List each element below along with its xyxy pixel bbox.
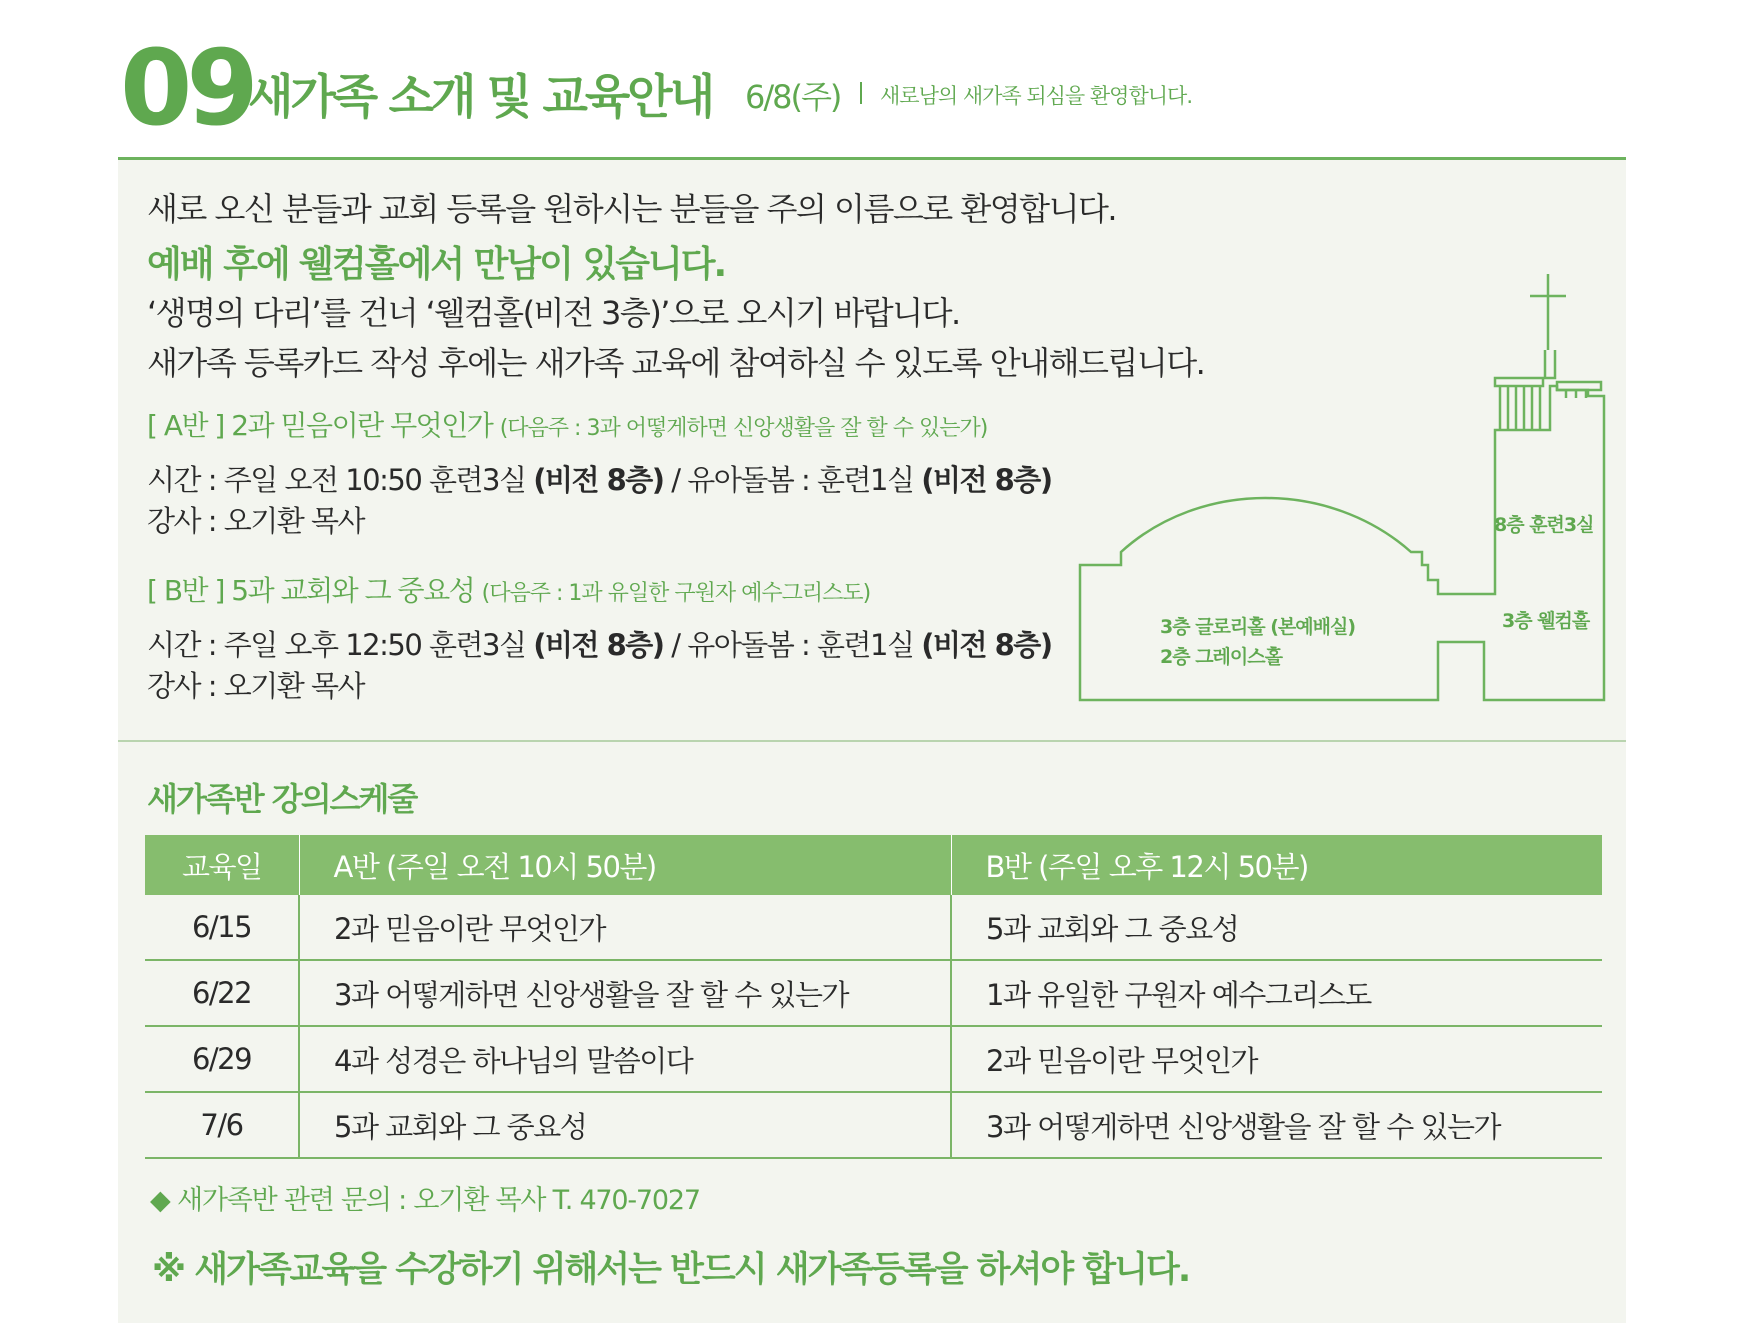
class-b-time xyxy=(147,623,1052,664)
class-a-time-mid: / 유아돌봄 : 훈련1실 xyxy=(663,463,922,497)
class-b-next: (다음주 : 1과 유일한 구원자 예수그리스도) xyxy=(481,581,871,606)
intro-line-3: ‘생명의 다리’를 건너 ‘웰컴홀(비전 3층)’으로 오시기 바랍니다. xyxy=(147,294,960,332)
section-subtitle: 새로남의 새가족 되심을 환영합니다. xyxy=(880,84,1192,108)
header-date: 교육일 xyxy=(145,835,299,895)
row-class-b: 1과 유일한 구원자 예수그리스도 xyxy=(951,960,1602,1026)
row-class-a: 5과 교회와 그 중요성 xyxy=(299,1092,951,1158)
class-b-title-row xyxy=(147,569,870,609)
class-a-teacher: 강사 : 오기환 목사 xyxy=(147,504,365,538)
class-a-next: (다음주 : 3과 어떻게하면 신앙생활을 잘 할 수 있는가) xyxy=(499,416,988,441)
church-building-icon xyxy=(1070,270,1610,710)
inquiry-contact: ◆ 새가족반 관련 문의 : 오기환 목사 T. 470-7027 xyxy=(150,1185,700,1216)
class-b-childcare-location: (비전 8층) xyxy=(921,628,1052,662)
section-header xyxy=(120,27,1620,149)
intro-line-4: 새가족 등록카드 작성 후에는 새가족 교육에 참여하실 수 있도록 안내해드립니다. xyxy=(147,344,1205,382)
church-building-diagram xyxy=(1070,270,1610,710)
class-b-time-prefix: 시간 : 주일 오후 12:50 훈련3실 xyxy=(147,628,534,662)
section-title: 새가족 소개 및 교육안내 xyxy=(248,70,713,125)
class-a-childcare-location: (비전 8층) xyxy=(921,463,1052,497)
table-row xyxy=(145,895,1602,960)
row-date: 7/6 xyxy=(145,1092,299,1158)
table-row xyxy=(145,960,1602,1026)
schedule-table xyxy=(145,835,1602,1159)
header-class-a: A반 (주일 오전 10시 50분) xyxy=(299,835,951,895)
panel-divider xyxy=(118,740,1626,742)
intro-highlight: 예배 후에 웰컴홀에서 만남이 있습니다. xyxy=(147,244,726,285)
schedule-header-row xyxy=(145,835,1602,895)
row-class-a: 4과 성경은 하나님의 말씀이다 xyxy=(299,1026,951,1092)
label-8f-training-room: 8층 훈련3실 xyxy=(1494,514,1594,536)
schedule-title: 새가족반 강의스케줄 xyxy=(147,780,417,818)
section-date: 6/8(주) xyxy=(745,78,841,116)
header-class-b: B반 (주일 오후 12시 50분) xyxy=(951,835,1602,895)
table-row xyxy=(145,1026,1602,1092)
header-divider xyxy=(860,82,862,104)
row-date: 6/29 xyxy=(145,1026,299,1092)
row-class-b: 3과 어떻게하면 신앙생활을 잘 할 수 있는가 xyxy=(951,1092,1602,1158)
class-b-location: (비전 8층) xyxy=(533,628,664,662)
row-class-b: 5과 교회와 그 중요성 xyxy=(951,895,1602,960)
registration-notice: ※ 새가족교육을 수강하기 위해서는 반드시 새가족등록을 하셔야 합니다. xyxy=(152,1250,1190,1290)
intro-line-1: 새로 오신 분들과 교회 등록을 원하시는 분들을 주의 이름으로 환영합니다. xyxy=(147,190,1117,228)
class-b-title: [ B반 ] 5과 교회와 그 중요성 xyxy=(147,574,475,607)
class-b-teacher: 강사 : 오기환 목사 xyxy=(147,669,365,703)
row-date: 6/22 xyxy=(145,960,299,1026)
row-class-a: 3과 어떻게하면 신앙생활을 잘 할 수 있는가 xyxy=(299,960,951,1026)
label-3f-glory-hall: 3층 글로리홀 (본예배실) xyxy=(1160,616,1356,638)
row-class-b: 2과 믿음이란 무엇인가 xyxy=(951,1026,1602,1092)
row-class-a: 2과 믿음이란 무엇인가 xyxy=(299,895,951,960)
class-a-time xyxy=(147,458,1052,499)
label-3f-welcome-hall: 3층 웰컴홀 xyxy=(1502,610,1590,632)
class-a-time-prefix: 시간 : 주일 오전 10:50 훈련3실 xyxy=(147,463,534,497)
table-row xyxy=(145,1092,1602,1158)
class-a-title-row xyxy=(147,404,987,444)
class-a-location: (비전 8층) xyxy=(533,463,664,497)
label-2f-grace-hall: 2층 그레이스홀 xyxy=(1160,646,1282,668)
class-a-title: [ A반 ] 2과 믿음이란 무엇인가 xyxy=(147,409,493,442)
class-b-time-mid: / 유아돌봄 : 훈련1실 xyxy=(663,628,922,662)
row-date: 6/15 xyxy=(145,895,299,960)
section-number: 09 xyxy=(120,27,253,149)
